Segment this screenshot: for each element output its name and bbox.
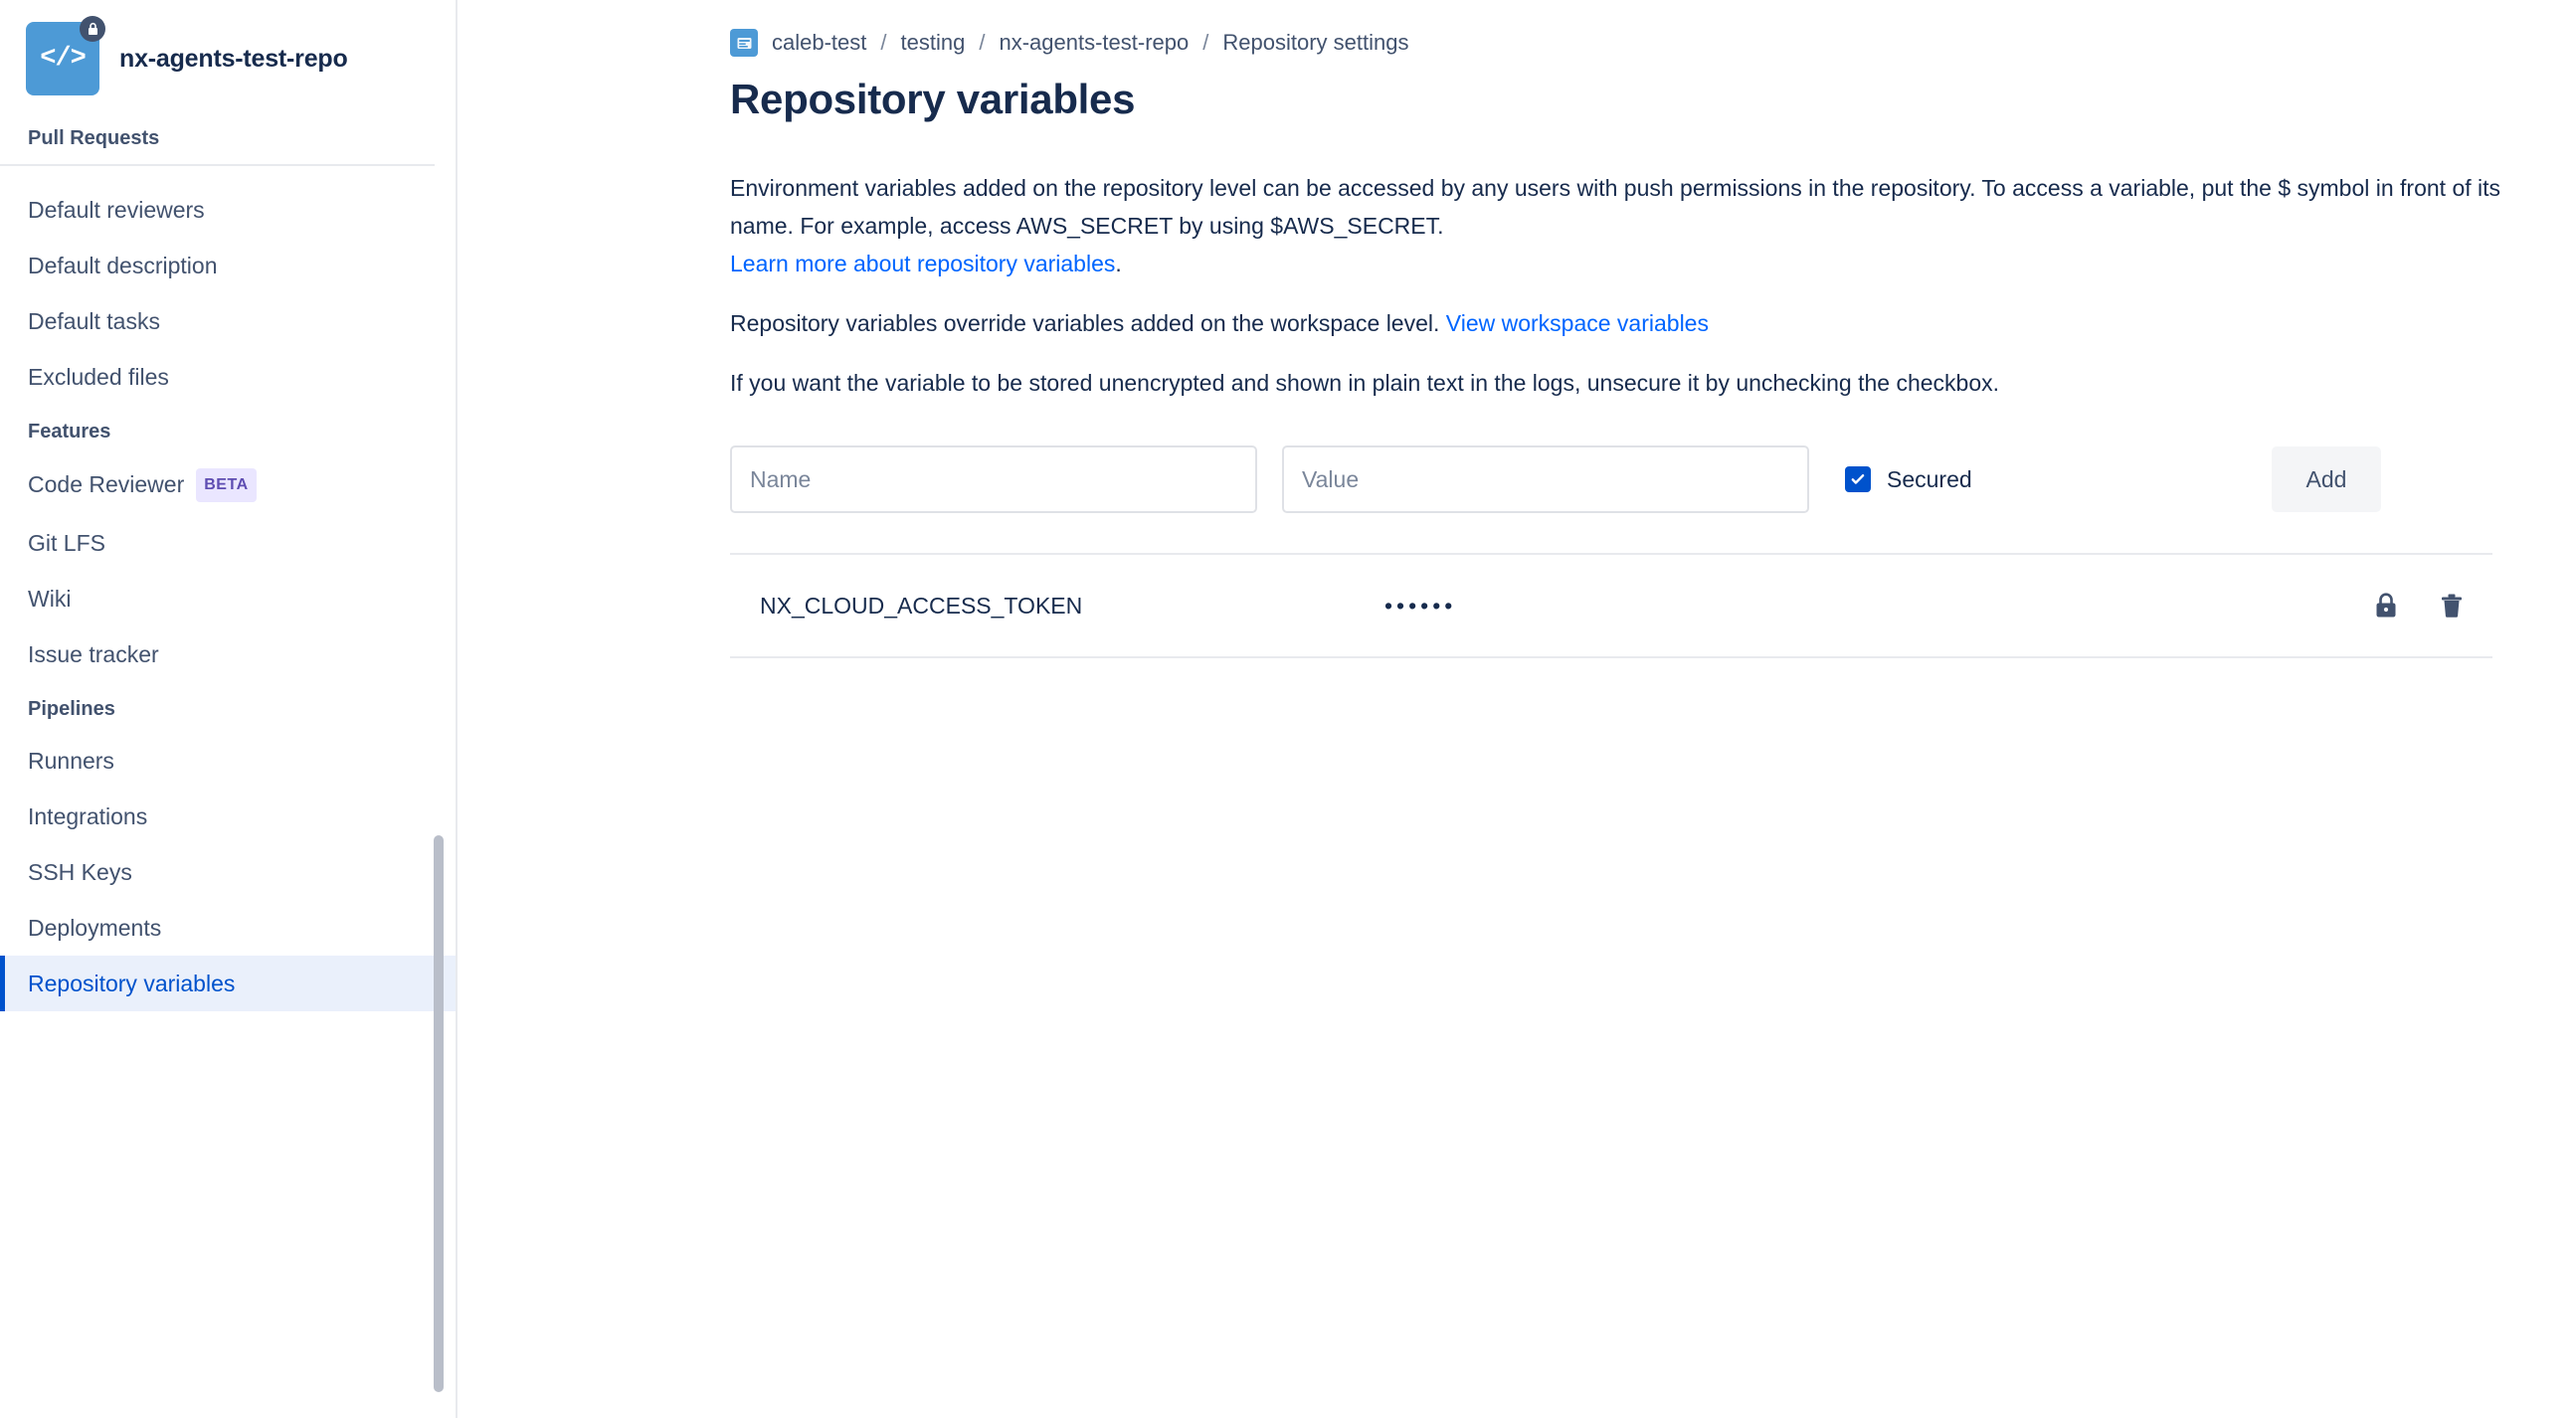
page-title: Repository variables <box>730 76 1136 122</box>
breadcrumb-repository[interactable]: nx-agents-test-repo <box>999 30 1190 55</box>
breadcrumb-workspace[interactable]: caleb-test <box>772 30 867 55</box>
sidebar-item-ssh-keys[interactable]: SSH Keys <box>28 859 132 885</box>
variable-name-input[interactable] <box>730 445 1257 513</box>
secured-checkbox[interactable] <box>1845 466 1871 492</box>
repository-header <box>0 0 456 121</box>
sidebar-divider <box>0 164 435 166</box>
sidebar-scrollbar[interactable] <box>434 0 444 1418</box>
repository-name: nx-agents-test-repo <box>119 44 348 73</box>
lock-icon[interactable] <box>2369 589 2403 622</box>
variable-value-input[interactable] <box>1282 445 1809 513</box>
secured-label: Secured <box>1887 465 1972 492</box>
sidebar <box>0 0 458 1418</box>
add-variable-button[interactable]: Add <box>2272 446 2381 512</box>
variables-table <box>730 553 2492 658</box>
add-variable-form <box>730 445 2381 513</box>
breadcrumb-section[interactable]: Repository settings <box>1222 30 1409 55</box>
learn-more-link[interactable]: Learn more about repository variables <box>730 251 1116 276</box>
secured-checkbox-group[interactable] <box>1845 466 1972 493</box>
description-paragraph-3: If you want the variable to be stored unencrypted and shown in plain text in the logs, unsecure it by unchecking the checkbox. <box>730 370 2000 396</box>
code-brackets-icon: </> <box>40 44 86 74</box>
sidebar-section-pull-requests: Pull Requests <box>28 127 160 149</box>
sidebar-item-git-lfs[interactable]: Git LFS <box>28 530 105 556</box>
row-actions <box>2369 589 2469 622</box>
lock-icon <box>80 16 105 42</box>
breadcrumb <box>730 26 2516 60</box>
description-text-2: Repository variables override variables added on the workspace level. <box>730 310 1440 336</box>
sidebar-item-deployments[interactable]: Deployments <box>28 915 162 941</box>
breadcrumb-separator: / <box>880 30 887 55</box>
sidebar-item-code-reviewer[interactable] <box>0 455 456 515</box>
beta-badge: BETA <box>196 468 256 502</box>
main-content <box>458 0 2576 1418</box>
sidebar-scrollbar-thumb[interactable] <box>434 835 444 1392</box>
description-text-1: Environment variables added on the repository level can be accessed by any users with push permissions in the repository. To access a variable, put the $ symbol in front of its name. For example, access AWS_SECRET by using $AWS_SECRET. <box>730 175 2501 239</box>
sidebar-item-label: Code Reviewer <box>28 471 185 497</box>
description-paragraph-2 <box>730 304 2516 342</box>
sidebar-item-wiki[interactable]: Wiki <box>28 586 72 612</box>
sidebar-item-default-tasks[interactable]: Default tasks <box>28 308 160 334</box>
variable-value-cell: •••••• <box>1384 592 1457 619</box>
learn-more-period: . <box>1115 251 1122 276</box>
workspace-avatar-icon <box>730 29 758 57</box>
description-paragraph-1 <box>730 169 2516 282</box>
breadcrumb-separator: / <box>979 30 986 55</box>
breadcrumb-project[interactable]: testing <box>900 30 966 55</box>
sidebar-section-pipelines: Pipelines <box>28 698 115 720</box>
sidebar-item-default-description[interactable]: Default description <box>28 253 218 278</box>
sidebar-item-issue-tracker[interactable]: Issue tracker <box>28 641 159 667</box>
variable-name-cell: NX_CLOUD_ACCESS_TOKEN <box>760 592 1083 619</box>
sidebar-section-features: Features <box>28 421 111 443</box>
trash-icon[interactable] <box>2435 589 2469 622</box>
table-row <box>730 555 2492 658</box>
sidebar-item-runners[interactable]: Runners <box>28 748 114 774</box>
sidebar-item-integrations[interactable]: Integrations <box>28 803 148 829</box>
repository-avatar <box>26 22 99 95</box>
view-workspace-variables-link[interactable]: View workspace variables <box>1445 310 1709 336</box>
sidebar-item-excluded-files[interactable]: Excluded files <box>28 364 169 390</box>
sidebar-item-repository-variables[interactable]: Repository variables <box>0 956 456 1011</box>
breadcrumb-separator: / <box>1202 30 1209 55</box>
sidebar-item-default-reviewers[interactable]: Default reviewers <box>28 197 205 223</box>
